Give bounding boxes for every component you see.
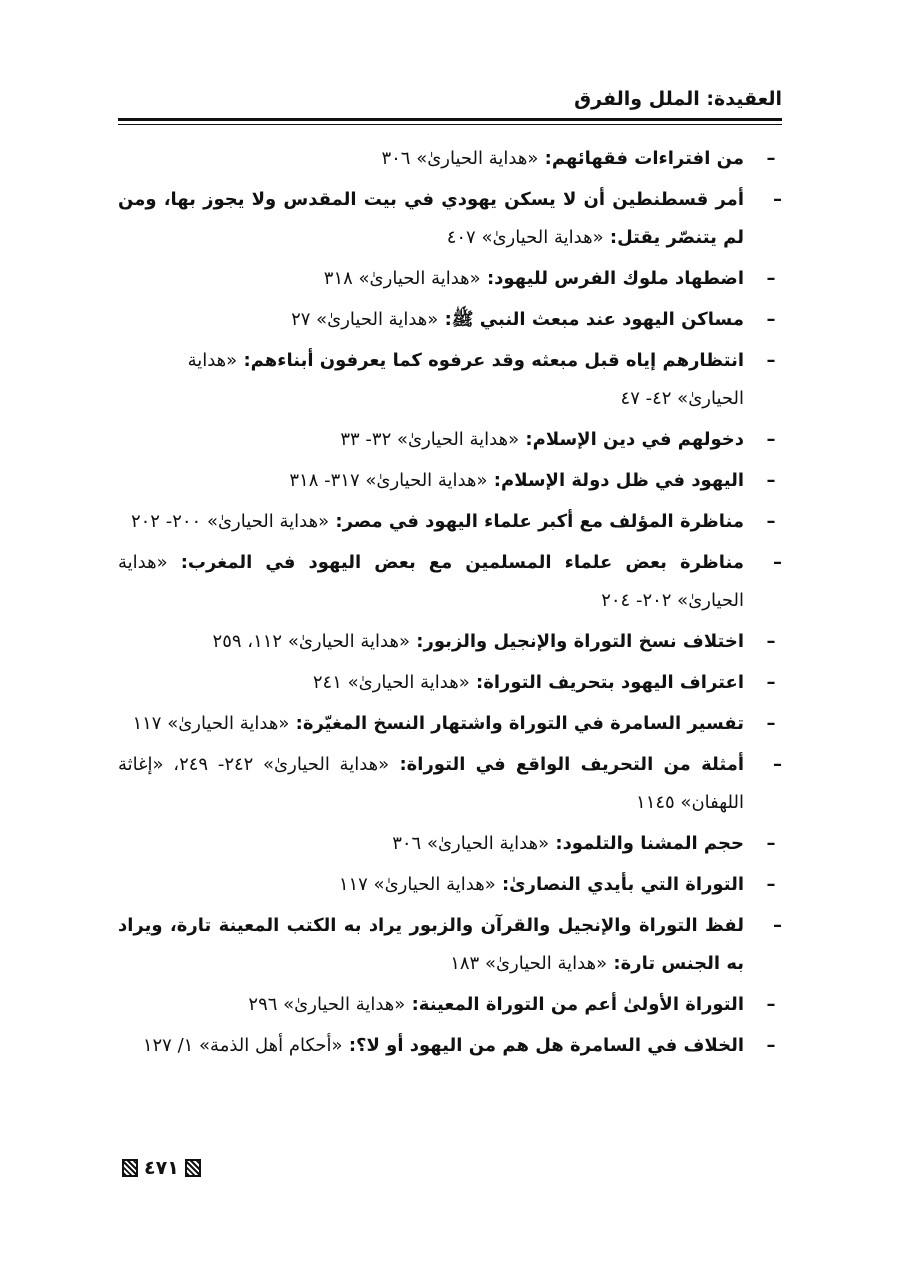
- entry-text: اضطهاد ملوك الفرس لليهود:: [486, 268, 744, 289]
- entry-text: مساكن اليهود عند مبعث النبي ﷺ:: [444, 309, 744, 330]
- entry-dash: –: [766, 631, 776, 652]
- index-entry: [118, 181, 782, 257]
- index-entry: [118, 260, 782, 298]
- ornament-right-icon: [185, 1159, 201, 1177]
- entry-text: اعتراف اليهود بتحريف التوراة:: [476, 672, 744, 693]
- entry-dash: –: [766, 833, 776, 854]
- running-header: [118, 84, 782, 116]
- entry-reference: «هداية الحيارىٰ» ٣٢- ٣٣: [340, 429, 520, 450]
- entry-reference: «هداية الحيارىٰ» ٤٠٧: [446, 227, 604, 248]
- entry-dash: –: [766, 429, 776, 450]
- index-entry: [118, 825, 782, 863]
- index-entry: [118, 986, 782, 1024]
- entry-reference: «هداية الحيارىٰ» ٢٤١: [312, 672, 470, 693]
- page-footer: [122, 1155, 201, 1181]
- index-entry: [118, 503, 782, 541]
- entry-reference: «هداية الحيارىٰ» ٣١٧- ٣١٨: [289, 470, 488, 491]
- index-entry: [118, 907, 782, 983]
- entry-text: تفسير السامرة في التوراة واشتهار النسخ المغيّرة:: [295, 713, 744, 734]
- index-entry: [118, 462, 782, 500]
- page-number: ٤٧١: [144, 1157, 179, 1179]
- entry-reference: «هداية الحيارىٰ» ٣١٨: [323, 268, 481, 289]
- index-entry: [118, 140, 782, 178]
- entry-dash: –: [766, 148, 776, 169]
- entry-text: مناظرة المؤلف مع أكبر علماء اليهود في مصر:: [335, 511, 744, 532]
- index-entry: [118, 544, 782, 620]
- entry-text: لفظ التوراة والإنجيل والقرآن والزبور يراد به الكتب المعينة تارة، ويراد به الجنس تارة:: [118, 915, 744, 974]
- entry-reference: «أحكام أهل الذمة» ١/ ١٢٧: [142, 1035, 343, 1056]
- index-entry: [118, 342, 782, 418]
- index-entry: [118, 301, 782, 339]
- entry-text: أمثلة من التحريف الواقع في التوراة:: [399, 754, 745, 775]
- entry-dash: –: [766, 1035, 776, 1056]
- entry-reference: «هداية الحيارىٰ» ٢٠٠- ٢٠٢: [130, 511, 330, 532]
- entry-dash: –: [766, 470, 776, 491]
- entry-dash: –: [766, 713, 776, 734]
- entry-dash: –: [766, 350, 776, 371]
- entry-dash: –: [766, 672, 776, 693]
- entry-dash: –: [773, 552, 782, 573]
- entry-text: من افتراءات فقهائهم:: [544, 148, 744, 169]
- entry-dash: –: [766, 268, 776, 289]
- entry-reference: «هداية الحيارىٰ» ١١٧: [338, 874, 496, 895]
- header-rule-thick: [118, 118, 782, 121]
- entry-dash: –: [773, 754, 782, 775]
- header-rule-thin: [118, 124, 782, 125]
- entry-reference: «هداية الحيارىٰ» ٢٩٦: [248, 994, 406, 1015]
- entry-reference: «هداية الحيارىٰ» ٢٤٢- ٢٤٩، «إغاثة اللهفان» ١١٤٥: [118, 754, 744, 813]
- entry-text: دخولهم في دين الإسلام:: [525, 429, 744, 450]
- index-entry: [118, 866, 782, 904]
- entry-text: التوراة التي بأيدي النصارىٰ:: [501, 874, 744, 895]
- entry-text: حجم المشنا والتلمود:: [555, 833, 744, 854]
- entry-reference: «هداية الحيارىٰ» ٢٠٢- ٢٠٤: [118, 552, 744, 611]
- entry-text: أمر قسطنطين أن لا يسكن يهودي في بيت المقدس ولا يجوز بها، ومن لم يتنصّر يقتل:: [118, 189, 744, 248]
- entry-text: مناظرة بعض علماء المسلمين مع بعض اليهود في المغرب:: [180, 552, 744, 573]
- index-entry: [118, 1027, 782, 1065]
- index-entry: [118, 421, 782, 459]
- entry-dash: –: [766, 511, 776, 532]
- index-entry: [118, 746, 782, 822]
- ornament-left-icon: [122, 1159, 138, 1177]
- entry-text: التوراة الأولىٰ أعم من التوراة المعينة:: [411, 994, 744, 1015]
- index-entry: [118, 705, 782, 743]
- entry-reference: «هداية الحيارىٰ» ٤٢- ٤٧: [187, 350, 744, 409]
- entry-reference: «هداية الحيارىٰ» ٣٠٦: [381, 148, 539, 169]
- entry-text: الخلاف في السامرة هل هم من اليهود أو لا؟:: [348, 1035, 744, 1056]
- entry-text: انتظارهم إياه قبل مبعثه وقد عرفوه كما يعرفون أبناءهم:: [243, 350, 744, 371]
- index-entries: [118, 140, 782, 1068]
- entry-text: اختلاف نسخ التوراة والإنجيل والزبور:: [416, 631, 744, 652]
- index-entry: [118, 623, 782, 661]
- entry-dash: –: [773, 915, 782, 936]
- entry-dash: –: [773, 189, 782, 210]
- entry-text: اليهود في ظل دولة الإسلام:: [493, 470, 744, 491]
- header-title: العقيدة: الملل والفرق: [574, 88, 782, 110]
- entry-reference: «هداية الحيارىٰ» ١١٧: [132, 713, 290, 734]
- entry-dash: –: [766, 874, 776, 895]
- index-entry: [118, 664, 782, 702]
- entry-dash: –: [766, 309, 776, 330]
- entry-reference: «هداية الحيارىٰ» ٣٠٦: [392, 833, 550, 854]
- entry-reference: «هداية الحيارىٰ» ١١٢، ٢٥٩: [212, 631, 410, 652]
- entry-reference: «هداية الحيارىٰ» ١٨٣: [450, 953, 608, 974]
- entry-reference: «هداية الحيارىٰ» ٢٧: [291, 309, 439, 330]
- entry-dash: –: [766, 994, 776, 1015]
